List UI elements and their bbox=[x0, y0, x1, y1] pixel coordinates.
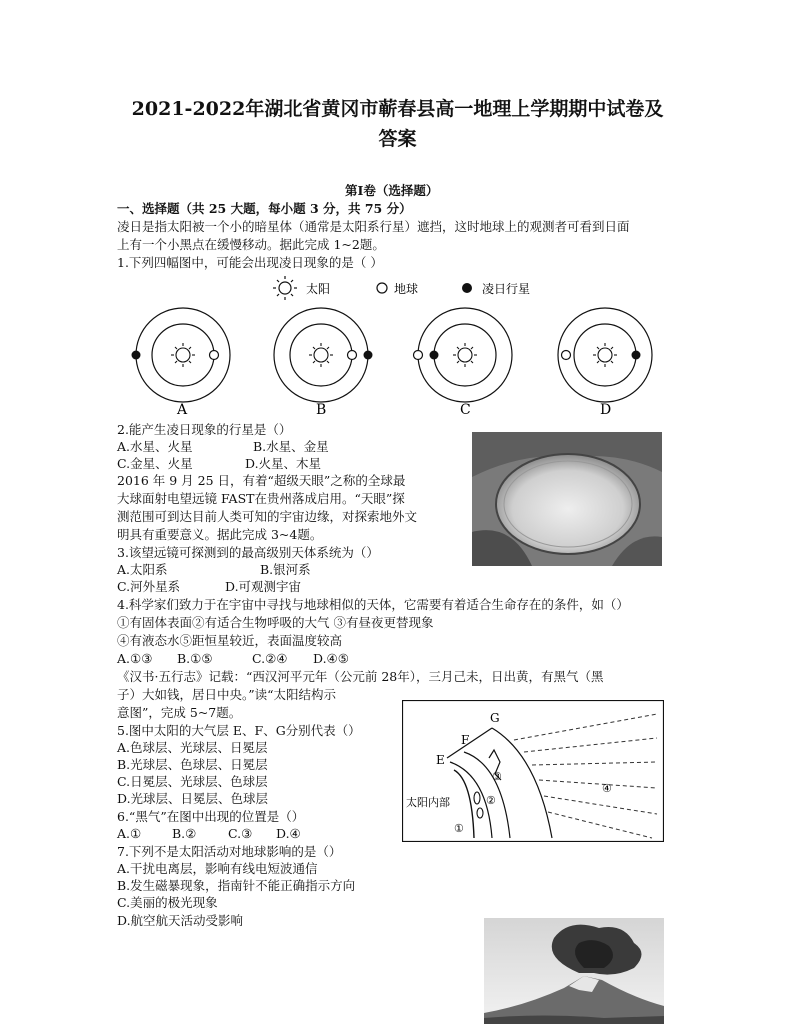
q5-option-a: A.色球层、光球层、日冕层 bbox=[117, 740, 268, 755]
exam-title bbox=[100, 94, 695, 154]
q3-option-d: D.可观测宇宙 bbox=[225, 579, 302, 594]
question-2: 2.能产生凌日现象的行星是（） bbox=[117, 422, 292, 437]
intro-line-2: 上有一个小黑点在缓慢移动。据此完成 1~2题。 bbox=[117, 237, 385, 252]
question-6: 6.“黑气”在图中出现的位置是（） bbox=[117, 809, 305, 824]
volume-heading: 第Ⅰ卷（选择题） bbox=[345, 183, 439, 198]
diagram-c bbox=[414, 308, 513, 402]
fast-text-2: 大球面射电望远镜 FAST在贵州落成启用。“天眼”探 bbox=[117, 491, 405, 506]
title-line-1: 2021-2022年湖北省黄冈市蕲春县高一地理上学期期中试卷及 bbox=[131, 98, 664, 120]
q5-option-c: C.日冕层、光球层、色球层 bbox=[117, 774, 268, 789]
legend-planet-label: 凌日行星 bbox=[482, 282, 531, 296]
q7-option-a: A.干扰电离层，影响有线电短波通信 bbox=[117, 861, 318, 876]
question-5: 5.图中太阳的大气层 E、F、G分别代表（） bbox=[117, 723, 361, 738]
intro-line-1: 凌日是指太阳被一个小的暗星体（通常是太阳系行星）遮挡，这时地球上的观测者可看到日面 bbox=[117, 219, 630, 234]
q6-option-a: A.① bbox=[117, 826, 142, 841]
planet-icon bbox=[430, 351, 439, 360]
earth-icon bbox=[562, 351, 571, 360]
legend bbox=[273, 276, 530, 300]
layer-e-label: E bbox=[436, 753, 445, 767]
sun-icon bbox=[171, 343, 195, 367]
q2-option-c: C.金星、火星 bbox=[117, 456, 193, 471]
han-text-2: 子）大如钱，居日中央。”读“太阳结构示 bbox=[117, 687, 337, 702]
question-7: 7.下列不是太阳活动对地球影响的是（） bbox=[117, 844, 342, 859]
fast-text-3: 测范围可到达目前人类可知的宇宙边缘，对探索地外文 bbox=[117, 509, 418, 524]
planet-icon bbox=[132, 351, 141, 360]
q3-option-c: C.河外星系 bbox=[117, 579, 181, 594]
earth-icon bbox=[210, 351, 219, 360]
sun-icon bbox=[593, 343, 617, 367]
diagram-b bbox=[274, 308, 373, 402]
q2-option-b: B.水星、金星 bbox=[253, 439, 329, 454]
sun-icon bbox=[453, 343, 477, 367]
q6-option-c: C.③ bbox=[228, 826, 253, 841]
legend-sun-label: 太阳 bbox=[306, 282, 331, 296]
q2-option-a: A.水星、火星 bbox=[117, 439, 193, 454]
sun-structure-diagram bbox=[402, 700, 664, 842]
q6-option-b: B.② bbox=[172, 826, 197, 841]
legend-earth-label: 地球 bbox=[394, 282, 419, 296]
fast-text-4: 明具有重要意义。据此完成 3~4题。 bbox=[117, 527, 323, 542]
q4-option-d: D.④⑤ bbox=[313, 651, 349, 666]
title-line-2: 答案 bbox=[378, 128, 417, 150]
mark-1: ① bbox=[454, 822, 464, 835]
mark-2: ② bbox=[486, 794, 496, 807]
question-4: 4.科学家们致力于在宇宙中寻找与地球相似的天体，它需要有着适合生命存在的条件，如（） bbox=[117, 597, 629, 612]
mark-3: ③ bbox=[492, 770, 502, 783]
q4-option-a: A.①③ bbox=[117, 651, 153, 666]
planet-icon bbox=[364, 351, 373, 360]
layer-g-label: G bbox=[490, 711, 500, 725]
transit-diagrams bbox=[110, 272, 690, 420]
q5-option-b: B.光球层、色球层、日冕层 bbox=[117, 757, 268, 772]
q4-conditions-2: ④有液态水⑤距恒星较近，表面温度较高 bbox=[117, 633, 343, 648]
earth-legend-icon bbox=[377, 283, 387, 293]
label-d: D bbox=[600, 402, 612, 418]
label-c: C bbox=[460, 402, 471, 418]
q4-conditions-1: ①有固体表面②有适合生物呼吸的大气 ③有昼夜更替现象 bbox=[117, 615, 434, 630]
layer-f-label: F bbox=[461, 733, 470, 747]
diagram-a bbox=[132, 308, 231, 402]
mark-4: ④ bbox=[602, 782, 612, 795]
han-text-3: 意图”，完成 5~7题。 bbox=[117, 705, 242, 720]
earth-icon bbox=[414, 351, 423, 360]
sun-interior-label: 太阳内部 bbox=[406, 796, 450, 809]
han-text-1: 《汉书·五行志》记载：“西汉河平元年（公元前 28年），三月己未，日出黄，有黑气（黑 bbox=[117, 669, 604, 684]
q4-option-c: C.②④ bbox=[252, 651, 288, 666]
question-3: 3.该望远镜可探测到的最高级别天体系统为（） bbox=[117, 545, 379, 560]
label-b: B bbox=[316, 402, 327, 418]
q3-option-a: A.太阳系 bbox=[117, 562, 168, 577]
diagram-d bbox=[558, 308, 652, 402]
fast-telescope-photo bbox=[472, 432, 662, 566]
section-heading: 一、选择题（共 25 大题，每小题 3 分，共 75 分） bbox=[117, 201, 412, 216]
q3-option-b: B.银河系 bbox=[260, 562, 311, 577]
earth-icon bbox=[348, 351, 357, 360]
sun-icon bbox=[309, 343, 333, 367]
q7-option-b: B.发生磁暴现象，指南针不能正确指示方向 bbox=[117, 878, 356, 893]
planet-icon bbox=[632, 351, 641, 360]
q5-option-d: D.光球层、日冕层、色球层 bbox=[117, 791, 269, 806]
planet-legend-icon bbox=[462, 283, 472, 293]
q4-option-b: B.①⑤ bbox=[177, 651, 213, 666]
sun-legend-icon bbox=[273, 276, 297, 300]
question-1: 1.下列四幅图中，可能会出现凌日现象的是（ ） bbox=[117, 255, 383, 270]
q6-option-d: D.④ bbox=[276, 826, 301, 841]
q7-option-d: D.航空航天活动受影响 bbox=[117, 913, 244, 928]
label-a: A bbox=[177, 402, 188, 418]
q7-option-c: C.美丽的极光现象 bbox=[117, 895, 218, 910]
fast-text-1: 2016 年 9 月 25 日，有着“超级天眼”之称的全球最 bbox=[117, 473, 406, 488]
volcano-photo bbox=[484, 918, 664, 1024]
q2-option-d: D.火星、木星 bbox=[245, 456, 322, 471]
